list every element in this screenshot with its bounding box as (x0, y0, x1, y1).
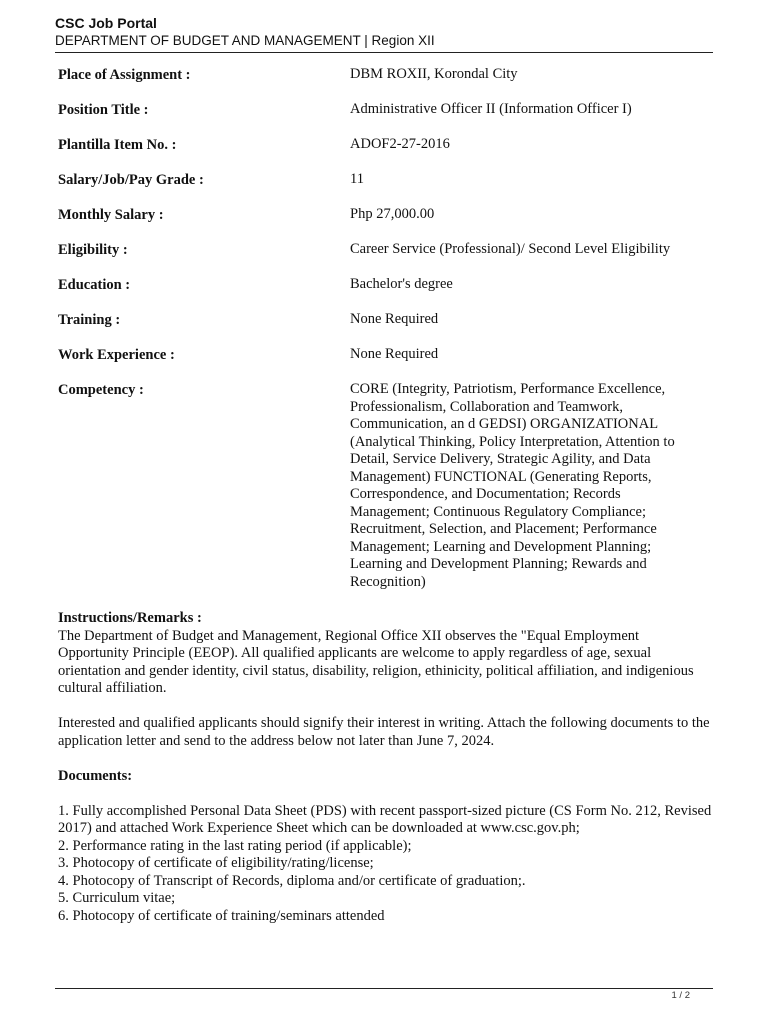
paragraph-spacer (58, 785, 713, 803)
page-number: 1 / 2 (671, 990, 690, 1001)
field-row-place (58, 66, 698, 84)
field-row-salary-grade (58, 171, 698, 189)
eeop-paragraph: The Department of Budget and Management, Regional Office XII observes the "Equal Employment Opportunity Principle (EEOP). All qualified applicants are welcome to apply regardless of age, sexual orientation and gender identity, civil status, disability, religion, ethinicity, political affiliation, and indigenious cultural affiliation. (58, 627, 694, 696)
documents-list (58, 803, 713, 926)
field-value: CORE (Integrity, Patriotism, Performance Excellence, Professionalism, Collaboration and Teamwork, Communication, an d GEDSI) ORGANIZATIONAL (Analytical Thinking, Policy Interpretation, Attention to Detail, Service Delivery, Strategic Agility, and Data Management) FUNCTIONAL (Generating Reports, Correspondence, and Documentation; Records Management; Continuous Regulatory Compliance; Recruitment, Selection, and Placement; Performance Management; Learning and Development Planning; Learning and Development Planning; Rewards and Recognition) (350, 381, 675, 590)
job-details (58, 66, 698, 608)
field-row-eligibility (58, 241, 698, 259)
field-label: Education : (58, 277, 131, 293)
agency-subtitle: DEPARTMENT OF BUDGET AND MANAGEMENT | Region XII (55, 33, 435, 48)
field-value: None Required (350, 346, 439, 362)
paragraph-spacer (58, 698, 713, 716)
page-header (55, 14, 713, 49)
instructions-paragraph: Interested and qualified applicants should signify their interest in writing. Attach the following documents to the application letter and send to the address below not later than June 7, 2024. (58, 715, 710, 749)
field-row-competency (58, 381, 698, 591)
documents-heading: Documents: (58, 767, 133, 784)
field-label: Place of Assignment : (58, 67, 191, 83)
field-value: DBM ROXII, Korondal City (350, 66, 518, 82)
remarks-heading: Instructions/Remarks : (58, 610, 202, 626)
list-item: 6. Photocopy of certificate of training/seminars attended (58, 907, 385, 924)
field-label: Work Experience : (58, 347, 175, 363)
field-row-work-experience (58, 346, 698, 364)
list-item: 2. Performance rating in the last rating period (if applicable); (58, 837, 412, 854)
field-value: Career Service (Professional)/ Second Level Eligibility (350, 241, 671, 257)
list-item: 1. Fully accomplished Personal Data Sheet (PDS) with recent passport-sized picture (CS Form No. 212, Revised 2017) and attached Work Experience Sheet which can be downloaded at www.csc.gov.ph; (58, 802, 712, 836)
field-row-education (58, 276, 698, 294)
field-value: Bachelor's degree (350, 276, 453, 292)
list-item: 3. Photocopy of certificate of eligibility/rating/license; (58, 855, 374, 871)
paragraph-spacer (58, 750, 713, 768)
field-label: Competency : (58, 382, 144, 398)
field-label: Plantilla Item No. : (58, 137, 177, 153)
field-label: Training : (58, 312, 121, 328)
field-label: Position Title : (58, 102, 149, 118)
remarks-section (58, 610, 713, 925)
field-value: Administrative Officer II (Information Officer I) (350, 101, 632, 117)
field-row-position (58, 101, 698, 119)
field-label: Salary/Job/Pay Grade : (58, 172, 204, 188)
field-row-monthly-salary (58, 206, 698, 224)
field-label: Eligibility : (58, 242, 128, 258)
list-item: 5. Curriculum vitae; (58, 890, 176, 906)
field-value: ADOF2-27-2016 (350, 136, 450, 152)
portal-title: CSC Job Portal (55, 15, 157, 31)
field-label: Monthly Salary : (58, 207, 164, 223)
footer-divider (55, 988, 713, 989)
field-value: Php 27,000.00 (350, 206, 435, 222)
field-row-plantilla (58, 136, 698, 154)
field-value: None Required (350, 311, 439, 327)
field-value: 11 (350, 171, 364, 187)
list-item: 4. Photocopy of Transcript of Records, diploma and/or certificate of graduation;. (58, 872, 526, 889)
header-divider (55, 52, 713, 53)
field-row-training (58, 311, 698, 329)
